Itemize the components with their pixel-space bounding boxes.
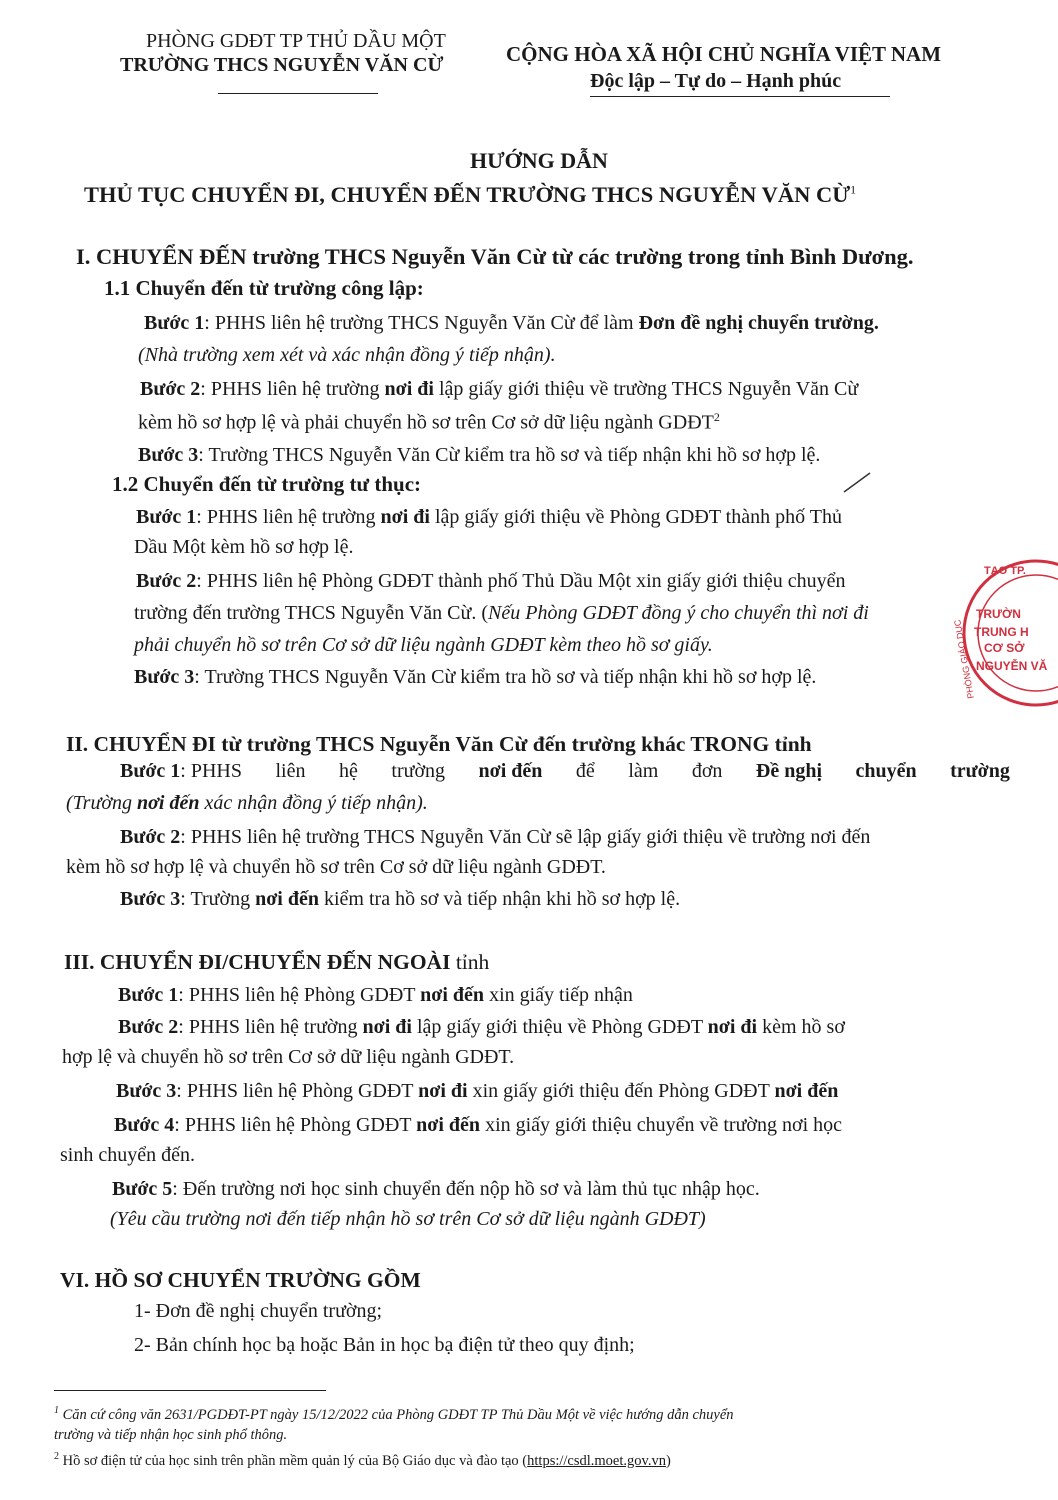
s3-step-5 — [112, 1178, 760, 1201]
step-label: Bước 1 — [136, 506, 197, 528]
footnote-2-end: ) — [665, 1452, 671, 1469]
step-label: Bước 1 — [118, 984, 179, 1006]
step-label: Bước 4 — [114, 1114, 175, 1136]
s1-1-step-1-note: (Nhà trường xem xét và xác nhận đồng ý tiếp nhận). — [138, 344, 556, 366]
step-text: kèm hồ sơ hợp lệ và phải chuyển hồ sơ trên Cơ sở dữ liệu ngành GDĐT — [138, 411, 714, 434]
step-label: Bước 3 — [120, 888, 181, 910]
s1-2-step-2-cont — [134, 602, 869, 625]
section-4-heading: VI. HỒ SƠ CHUYỂN TRƯỜNG GỒM — [60, 1268, 421, 1292]
step-text: xin giấy giới thiệu chuyển về trường nơi học — [485, 1114, 843, 1136]
section-1-2-heading: 1.2 Chuyển đến từ trường tư thục: — [112, 472, 422, 496]
footnote-2-link[interactable]: https://csdl.moet.gov.vn — [527, 1452, 666, 1469]
step-text: lập giấy giới thiệu về Phòng GDĐT thành phố Thủ — [434, 506, 842, 528]
s2-step-1-note — [66, 792, 428, 815]
stamp-ring-left: PHÒNG GIÁO DỤC — [952, 618, 976, 700]
step-bold: nơi đi — [380, 506, 430, 528]
s2-step-2 — [120, 826, 870, 849]
step-text: : Trường THCS Nguyễn Văn Cừ kiểm tra hồ sơ và tiếp nhận khi hồ sơ hợp lệ. — [198, 444, 821, 466]
step-label: Bước 3 — [116, 1080, 177, 1102]
step-label: Bước 2 — [140, 378, 201, 400]
s1-2-step-2 — [136, 570, 846, 593]
step-text: kiểm tra hồ sơ và tiếp nhận khi hồ sơ hợp lệ. — [323, 888, 681, 910]
step-label: Bước 2 — [118, 1016, 179, 1038]
step-label: Bước 2 — [120, 826, 181, 848]
s3-step-2 — [118, 1016, 845, 1039]
step-label: Bước 3 — [134, 666, 195, 688]
document-item-1: 1- Đơn đề nghị chuyển trường; — [134, 1300, 383, 1322]
step-word: hệ — [339, 760, 358, 782]
s2-step-1 — [120, 760, 1010, 783]
footnote-ref: 2 — [713, 410, 720, 424]
section-3-heading-text: III. CHUYỂN ĐI/CHUYỂN ĐẾN NGOÀI — [64, 950, 451, 974]
header-school: TRƯỜNG THCS NGUYỄN VĂN CỪ — [120, 54, 444, 76]
step-bold: nơi đi — [418, 1080, 468, 1102]
stamp-line-4: NGUYỄN VĂ — [976, 659, 1048, 673]
step-label: Bước 3 — [138, 444, 199, 466]
step-word: làm — [628, 760, 659, 782]
step-bold: nơi đến — [255, 888, 319, 910]
footnote-1-cont: trường và tiếp nhận học sinh phổ thông. — [54, 1427, 288, 1443]
step-word: để — [575, 760, 595, 782]
step-text: : PHHS liên hệ Phòng GDĐT thành phố Thủ Dầu Một xin giấy giới thiệu chuyển — [196, 570, 846, 592]
section-1-heading-bold: I. CHUYỂN ĐẾN — [76, 244, 247, 269]
s1-1-step-2-cont — [138, 410, 720, 435]
footnote-2 — [54, 1451, 671, 1470]
step-text: : PHHS liên hệ trường THCS Nguyễn Văn Cừ để làm — [204, 312, 634, 334]
step-text: : PHHS liên hệ Phòng GDĐT — [174, 1114, 412, 1136]
footnote-2-num: 2 — [54, 1451, 59, 1462]
s3-step-5-note: (Yêu cầu trường nơi đến tiếp nhận hồ sơ trên Cơ sở dữ liệu ngành GDĐT) — [110, 1208, 706, 1230]
s3-step-3 — [116, 1080, 838, 1103]
s1-1-step-2 — [140, 378, 858, 401]
step-text: xin giấy tiếp nhận — [489, 984, 633, 1006]
s2-step-2-cont: kèm hồ sơ hợp lệ và chuyển hồ sơ trên Cơ sở dữ liệu ngành GDĐT. — [66, 856, 606, 878]
step-text: : PHHS liên hệ Phòng GDĐT — [178, 984, 416, 1006]
step-text: : PHHS liên hệ trường — [178, 1016, 358, 1038]
s1-2-step-1-cont: Dầu Một kèm hồ sơ hợp lệ. — [134, 536, 354, 558]
step-text: trường đến trường THCS Nguyễn Văn Cừ. ( — [134, 602, 489, 624]
document-item-2: 2- Bản chính học bạ hoặc Bản in học bạ điện tử theo quy định; — [134, 1334, 635, 1356]
s3-step-1 — [118, 984, 633, 1007]
step-word: liên — [275, 760, 306, 782]
note-bold: nơi đến — [137, 792, 200, 814]
step-word: : PHHS — [180, 760, 242, 782]
stamp-ring-top: TẠO TP. — [984, 565, 1026, 577]
header-dept: PHÒNG GDĐT TP THỦ DẦU MỘT — [146, 30, 446, 52]
step-bold: nơi đến — [420, 984, 485, 1006]
header-left-rule — [218, 93, 378, 94]
pen-stroke — [844, 473, 870, 492]
step-word: chuyển — [855, 760, 917, 782]
step-text: lập giấy giới thiệu về Phòng GDĐT — [416, 1016, 703, 1038]
header-motto: Độc lập – Tự do – Hạnh phúc — [590, 70, 842, 92]
footnote-1-text: Căn cứ công văn 2631/PGDĐT-PT ngày 15/12/2022 của Phòng GDĐT TP Thủ Dầu Một về việc hướng dẫn chuyển — [62, 1406, 734, 1423]
step-text: : Trường — [180, 888, 251, 910]
step-word: trường — [950, 760, 1010, 782]
s1-2-step-1 — [136, 506, 842, 529]
step-label: Bước 1 — [144, 312, 205, 334]
s2-step-1-line — [120, 760, 1010, 783]
note-text: (Trường — [66, 792, 133, 814]
section-1-heading — [76, 244, 914, 270]
section-1-1-heading: 1.1 Chuyển đến từ trường công lập: — [104, 276, 424, 300]
step-text: xin giấy giới thiệu đến Phòng GDĐT — [472, 1080, 770, 1102]
header-right-rule — [590, 96, 890, 97]
s3-step-2-cont: hợp lệ và chuyển hồ sơ trên Cơ sở dữ liệu ngành GDĐT. — [62, 1046, 515, 1068]
step-bold: nơi đến — [774, 1080, 839, 1102]
step-note: Nếu Phòng GDĐT đồng ý cho chuyển thì nơi đi — [488, 602, 869, 624]
section-3-heading — [64, 950, 489, 975]
section-1-heading-rest: trường THCS Nguyễn Văn Cừ từ các trường trong tỉnh Bình Dương. — [252, 244, 914, 269]
step-word: Đề nghị — [755, 760, 823, 782]
stamp-line-2: TRUNG H — [974, 625, 1029, 639]
step-label: Bước 2 — [136, 570, 197, 592]
step-bold: nơi đi — [707, 1016, 758, 1038]
s3-step-4-cont: sinh chuyển đến. — [60, 1144, 195, 1166]
step-bold: nơi đến — [416, 1114, 481, 1136]
s1-2-step-3 — [134, 666, 816, 689]
step-text: kèm hồ sơ — [762, 1016, 845, 1038]
step-bold: nơi đi — [384, 378, 434, 400]
step-bold: Đơn đề nghị chuyển trường. — [638, 312, 879, 334]
school-stamp — [948, 548, 1058, 718]
step-text: : PHHS liên hệ trường — [200, 378, 380, 400]
s1-1-step-1 — [144, 312, 879, 335]
s2-step-3 — [120, 888, 680, 911]
footnote-1 — [54, 1405, 734, 1424]
step-bold: nơi đi — [362, 1016, 412, 1038]
note-text: xác nhận đồng ý tiếp nhận). — [204, 792, 428, 814]
doc-subtitle-text: THỦ TỤC CHUYỂN ĐI, CHUYỂN ĐẾN TRƯỜNG THCS NGUYỄN VĂN CỪ — [84, 182, 851, 207]
pen-mark — [842, 470, 872, 494]
header-republic: CỘNG HÒA XÃ HỘI CHỦ NGHĨA VIỆT NAM — [506, 42, 942, 66]
doc-subtitle-sup: 1 — [850, 182, 857, 197]
step-text: : Đến trường nơi học sinh chuyển đến nộp hồ sơ và làm thủ tục nhập học. — [172, 1178, 760, 1200]
step-word — [120, 760, 242, 783]
step-word: nơi đến — [478, 760, 543, 782]
step-text: : PHHS liên hệ Phòng GDĐT — [176, 1080, 414, 1102]
step-text: : Trường THCS Nguyễn Văn Cừ kiểm tra hồ sơ và tiếp nhận khi hồ sơ hợp lệ. — [194, 666, 817, 688]
step-text: : PHHS liên hệ trường THCS Nguyễn Văn Cừ sẽ lập giấy giới thiệu về trường nơi đến — [180, 826, 871, 848]
footnote-1-num: 1 — [54, 1405, 59, 1416]
step-word: trường — [391, 760, 446, 782]
doc-subtitle — [84, 182, 856, 208]
step-text: lập giấy giới thiệu về trường THCS Nguyễn Văn Cừ — [438, 378, 859, 400]
stamp-line-3: CƠ SỞ — [984, 641, 1025, 655]
step-text: : PHHS liên hệ trường — [196, 506, 376, 528]
s1-1-step-3 — [138, 444, 820, 467]
step-label: Bước 1 — [120, 760, 181, 782]
s3-step-4 — [114, 1114, 842, 1137]
stamp-line-1: TRƯỜN — [976, 607, 1021, 621]
s1-2-step-2-note: phải chuyển hồ sơ trên Cơ sở dữ liệu ngành GDĐT kèm theo hồ sơ giấy. — [134, 634, 713, 656]
footnote-2-text: Hồ sơ điện tử của học sinh trên phần mềm quản lý của Bộ Giáo dục và đào tạo ( — [62, 1452, 528, 1469]
step-word: đơn — [691, 760, 723, 782]
section-2-heading: II. CHUYỂN ĐI từ trường THCS Nguyễn Văn Cừ đến trường khác TRONG tỉnh — [66, 732, 812, 756]
step-label: Bước 5 — [112, 1178, 173, 1200]
doc-title: HƯỚNG DẪN — [470, 148, 608, 173]
footnote-rule — [54, 1390, 326, 1391]
section-3-heading-tail: tỉnh — [455, 950, 490, 974]
